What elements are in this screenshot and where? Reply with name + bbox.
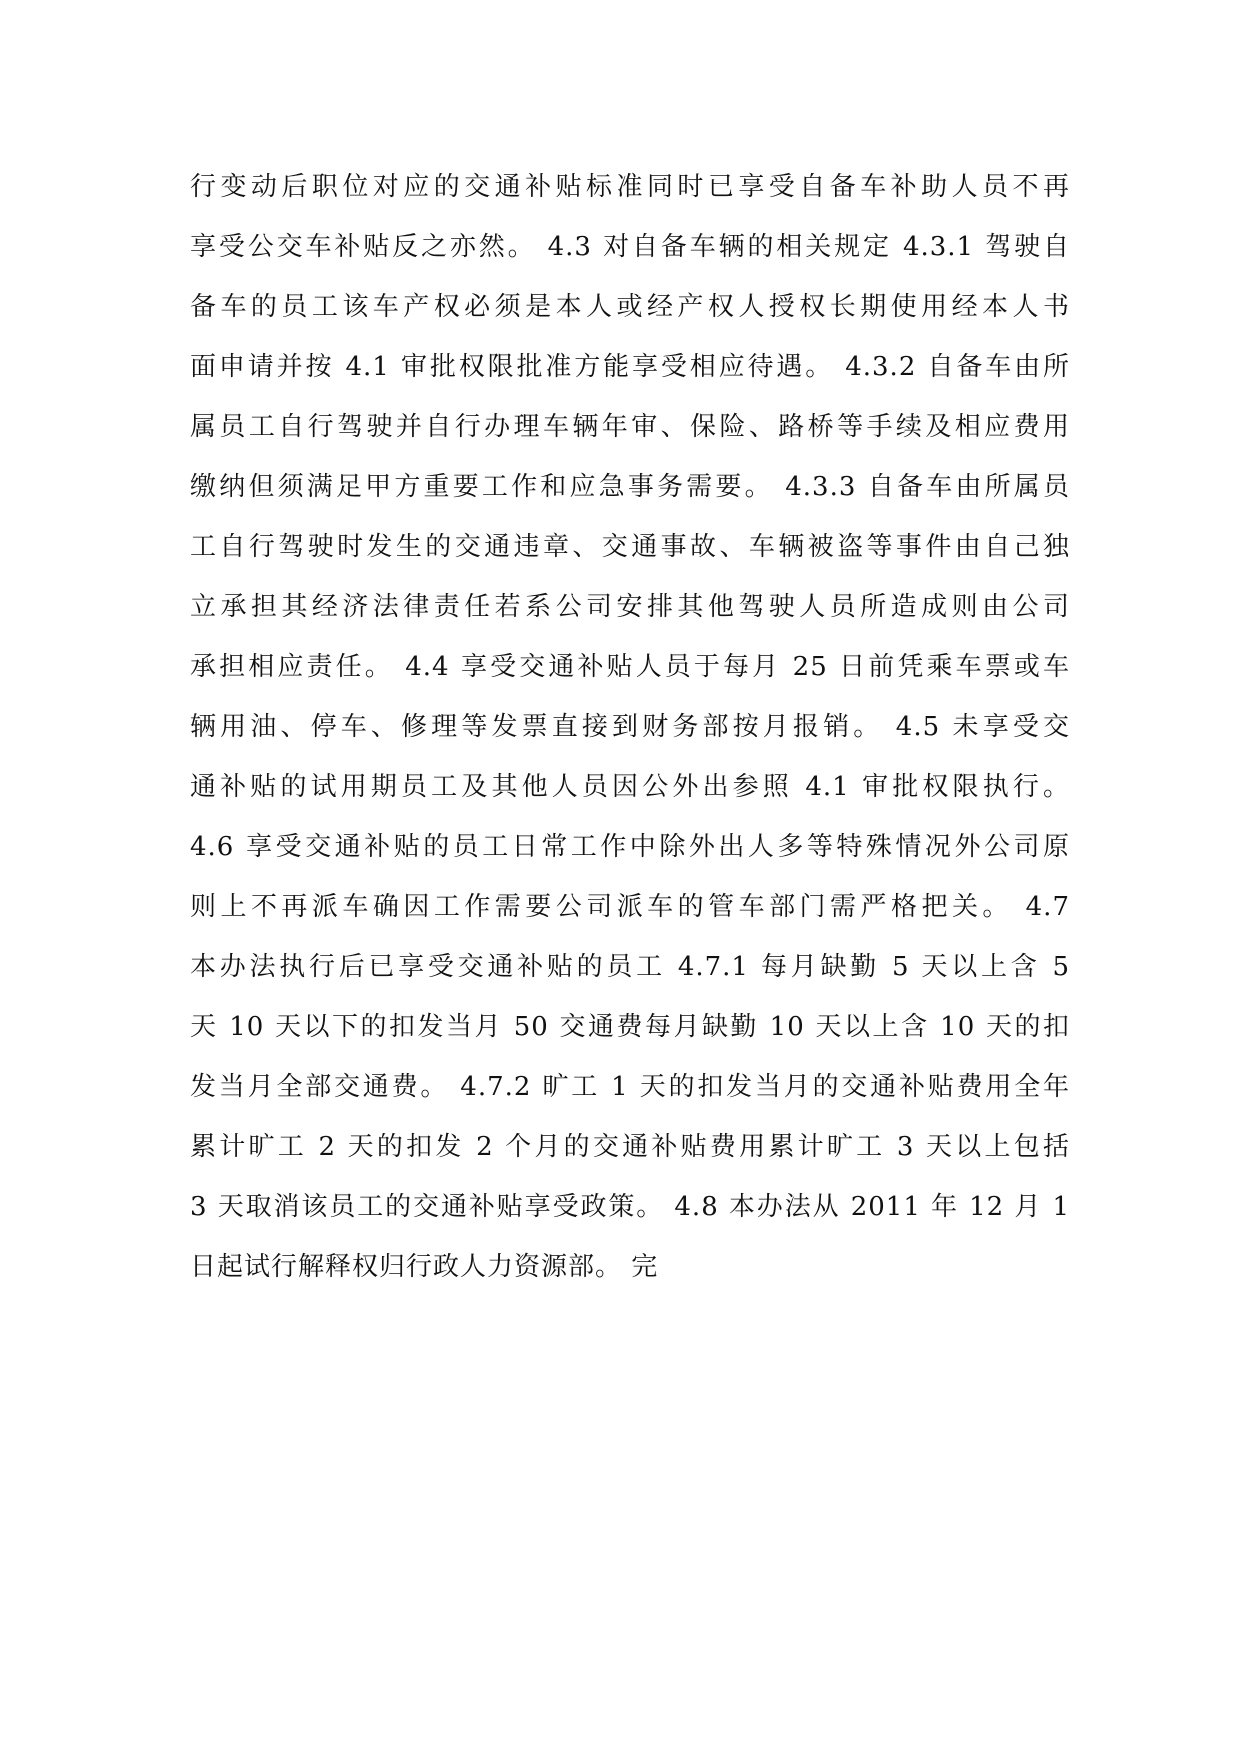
- text-line-9: 承担相应责任。 4.4 享受交通补贴人员于每月 25 日前凭乘车票或车: [190, 652, 1070, 682]
- text-line-2: 享受公交车补贴反之亦然。 4.3 对自备车辆的相关规定 4.3.1 驾驶自: [190, 232, 1070, 262]
- text-line-1: 行变动后职位对应的交通补贴标准同时已享受自备车补助人员不再: [190, 172, 1070, 202]
- text-line-3: 备车的员工该车产权必须是本人或经产权人授权长期使用经本人书: [190, 292, 1070, 322]
- text-line-16: 发当月全部交通费。 4.7.2 旷工 1 天的扣发当月的交通补贴费用全年: [190, 1072, 1070, 1102]
- text-line-5: 属员工自行驾驶并自行办理车辆年审、保险、路桥等手续及相应费用: [190, 412, 1070, 442]
- text-line-14: 本办法执行后已享受交通补贴的员工 4.7.1 每月缺勤 5 天以上含 5: [190, 952, 1070, 982]
- text-line-10: 辆用油、停车、修理等发票直接到财务部按月报销。 4.5 未享受交: [190, 712, 1070, 742]
- text-line-17: 累计旷工 2 天的扣发 2 个月的交通补贴费用累计旷工 3 天以上包括: [190, 1132, 1070, 1162]
- text-line-7: 工自行驾驶时发生的交通违章、交通事故、车辆被盗等事件由自己独: [190, 532, 1070, 562]
- text-line-13: 则上不再派车确因工作需要公司派车的管车部门需严格把关。 4.7: [190, 892, 1070, 922]
- text-line-11: 通补贴的试用期员工及其他人员因公外出参照 4.1 审批权限执行。: [190, 772, 1070, 802]
- text-line-4: 面申请并按 4.1 审批权限批准方能享受相应待遇。 4.3.2 自备车由所: [190, 352, 1070, 382]
- text-line-12: 4.6 享受交通补贴的员工日常工作中除外出人多等特殊情况外公司原: [190, 832, 1070, 862]
- text-line-8: 立承担其经济法律责任若系公司安排其他驾驶人员所造成则由公司: [190, 592, 1070, 622]
- text-line-15: 天 10 天以下的扣发当月 50 交通费每月缺勤 10 天以上含 10 天的扣: [190, 1012, 1070, 1042]
- text-line-18: 3 天取消该员工的交通补贴享受政策。 4.8 本办法从 2011 年 12 月 1: [190, 1192, 1070, 1222]
- text-line-19: 日起试行解释权归行政人力资源部。 完: [190, 1252, 659, 1282]
- body-text: [190, 157, 1070, 1297]
- text-line-6: 缴纳但须满足甲方重要工作和应急事务需要。 4.3.3 自备车由所属员: [190, 472, 1070, 502]
